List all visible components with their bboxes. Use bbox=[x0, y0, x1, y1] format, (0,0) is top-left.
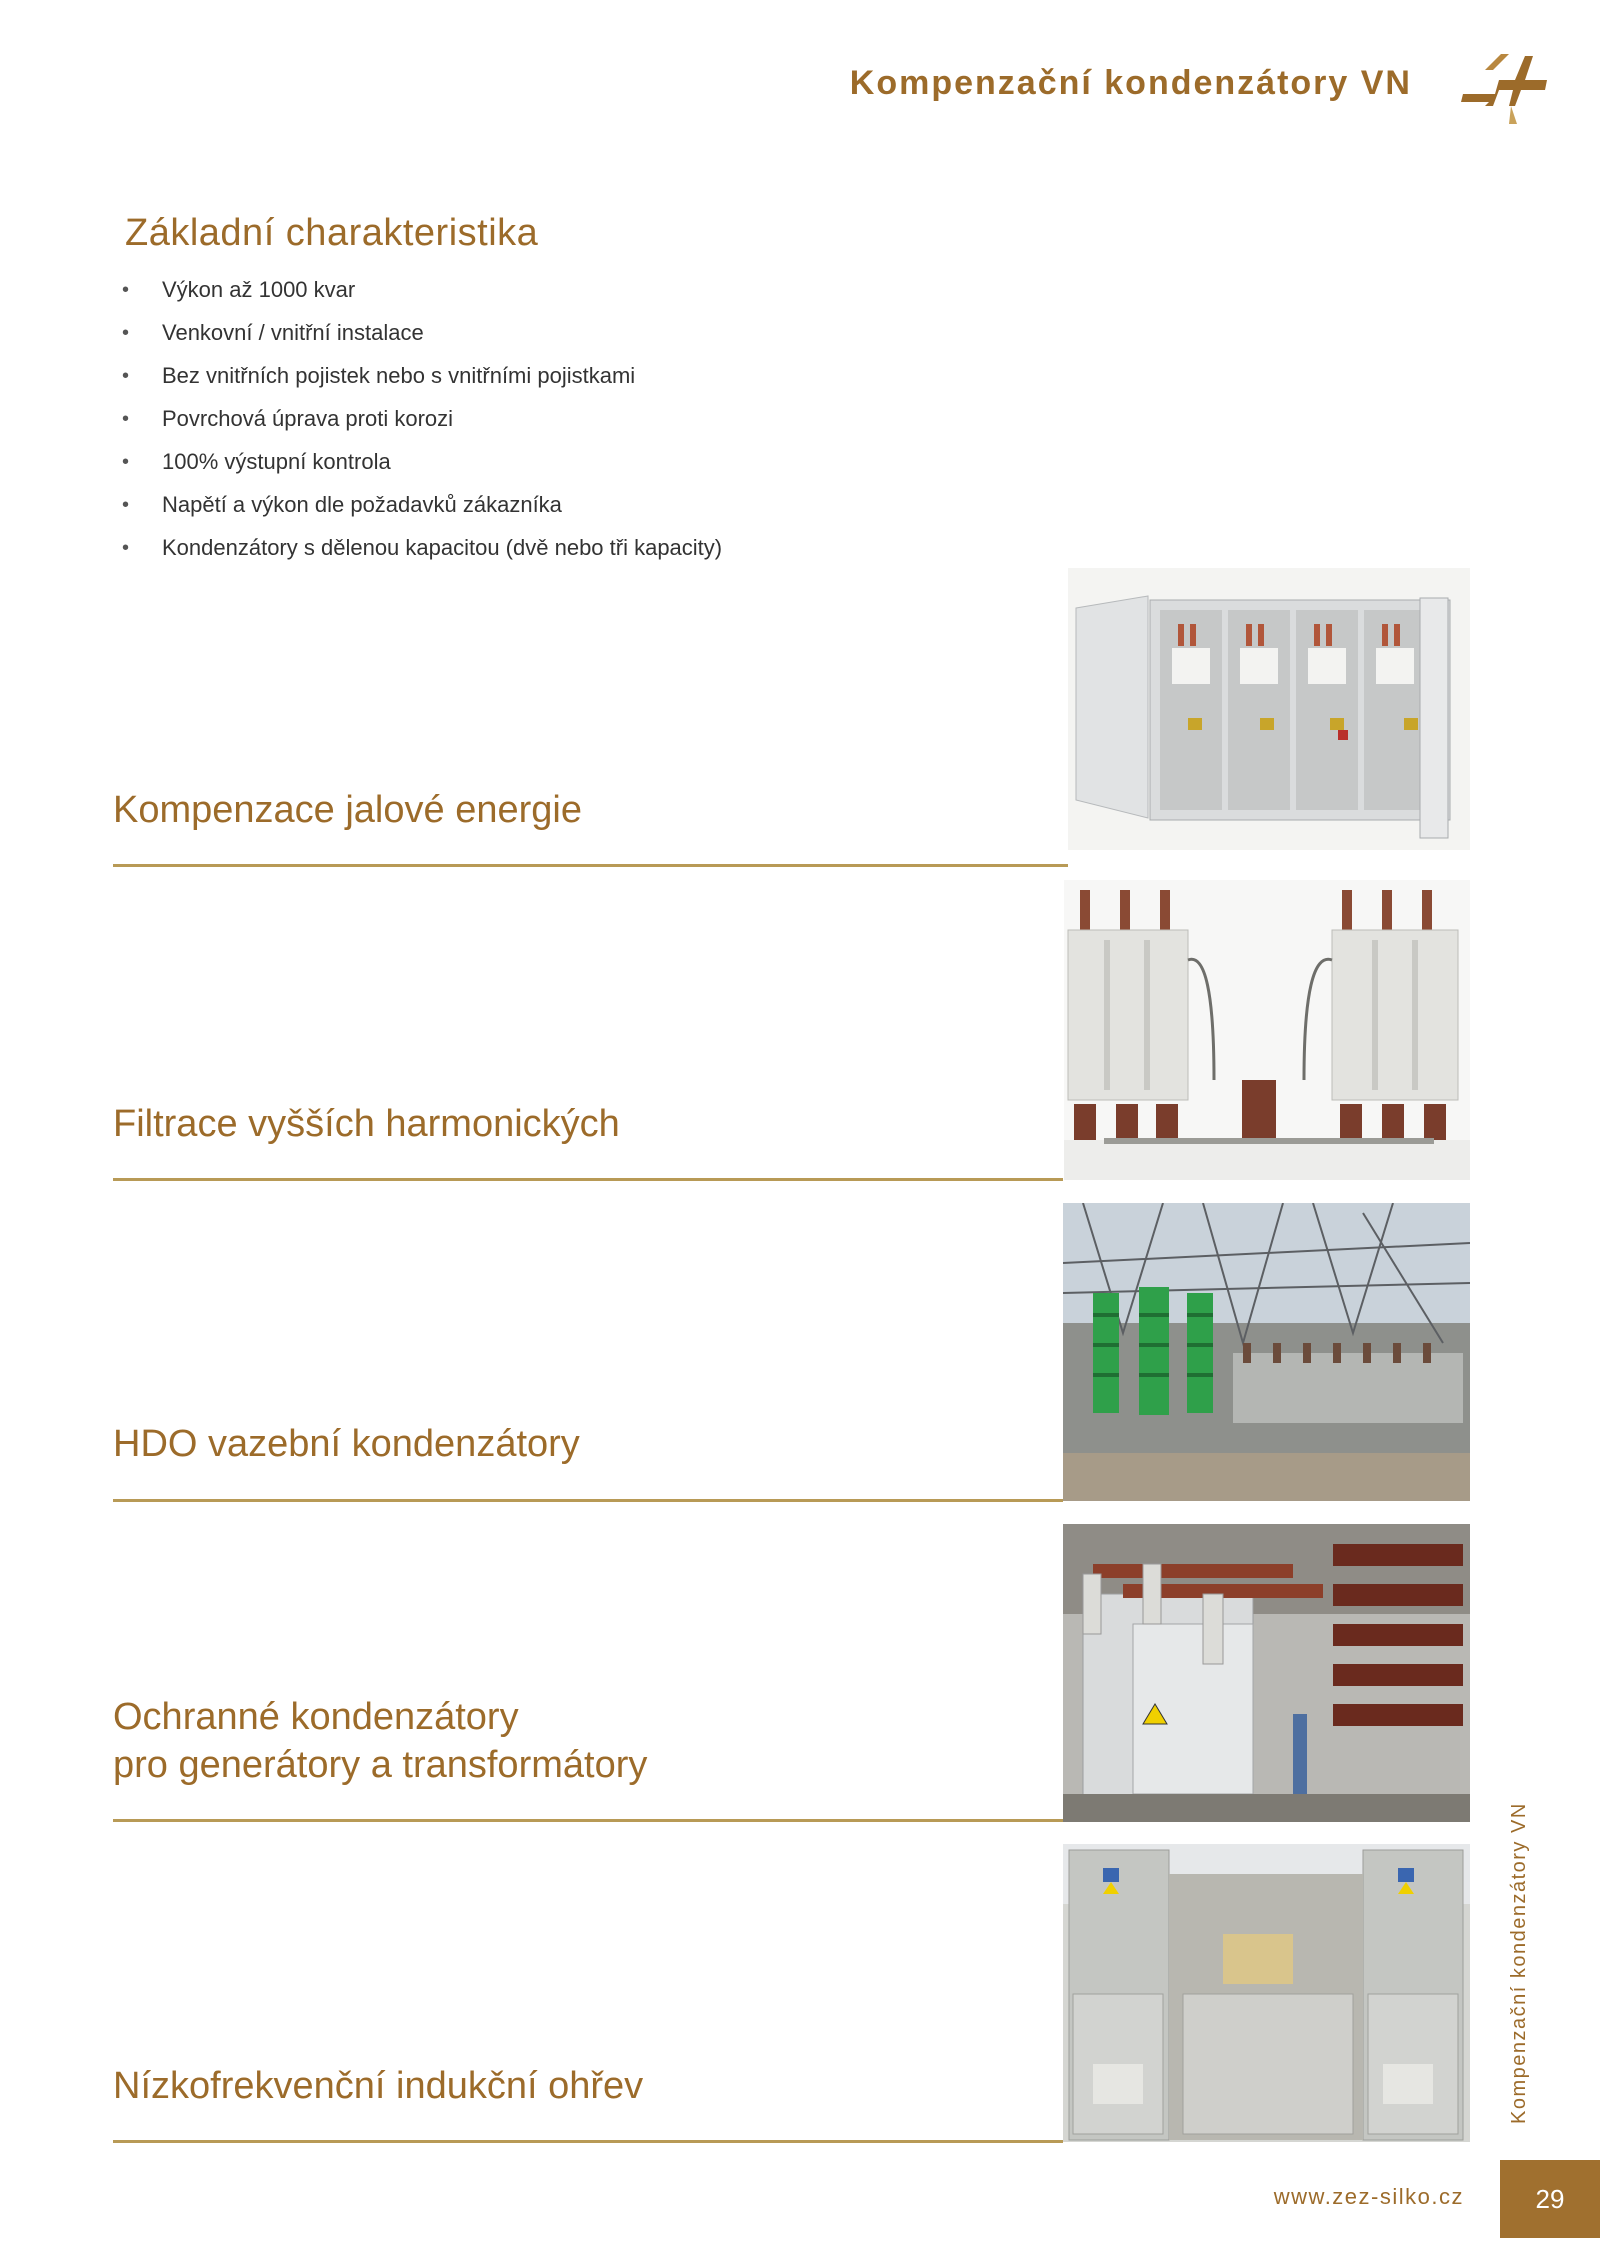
company-logo-icon bbox=[1455, 50, 1555, 130]
photo-induction-heating bbox=[1063, 1844, 1470, 2142]
bullet-icon: • bbox=[122, 365, 130, 387]
application-title-line1: Filtrace vyšších harmonických bbox=[113, 1103, 620, 1145]
footer-url-link[interactable]: www.zez-silko.cz bbox=[1273, 2184, 1464, 2209]
list-item bbox=[122, 442, 722, 485]
list-item-text: 100% výstupní kontrola bbox=[162, 449, 391, 474]
bullet-icon: • bbox=[122, 451, 130, 473]
section-divider bbox=[113, 1819, 1063, 1822]
section-divider bbox=[113, 2140, 1063, 2143]
list-item bbox=[122, 356, 722, 399]
bullet-icon: • bbox=[122, 279, 130, 301]
characteristics-list bbox=[122, 270, 722, 571]
application-title-line1: Kompenzace jalové energie bbox=[113, 789, 582, 831]
bullet-icon: • bbox=[122, 494, 130, 516]
side-label: Kompenzační kondenzátory VN bbox=[1508, 1802, 1530, 2124]
application-title-line1: HDO vazební kondenzátory bbox=[113, 1423, 580, 1465]
section-divider bbox=[113, 1499, 1063, 1502]
list-item bbox=[122, 485, 722, 528]
list-item bbox=[122, 399, 722, 442]
list-item-text: Povrchová úprava proti korozi bbox=[162, 406, 454, 431]
bullet-icon: • bbox=[122, 408, 130, 430]
application-title bbox=[113, 1420, 580, 1468]
section-divider bbox=[113, 864, 1068, 867]
list-item bbox=[122, 313, 722, 356]
bullet-icon: • bbox=[122, 537, 130, 559]
photo-harmonic-filter bbox=[1064, 880, 1470, 1180]
photo-substation-coupling bbox=[1063, 1203, 1470, 1501]
list-item-text: Napětí a výkon dle požadavků zákazníka bbox=[162, 492, 562, 517]
application-title-line2: pro generátory a transformátory bbox=[113, 1744, 648, 1786]
list-item-text: Kondenzátory s dělenou kapacitou (dvě nebo tři kapacity) bbox=[162, 535, 723, 560]
application-title-line1: Nízkofrekvenční indukční ohřev bbox=[113, 2065, 644, 2107]
characteristics-heading: Základní charakteristika bbox=[125, 212, 539, 254]
list-item bbox=[122, 528, 722, 571]
list-item bbox=[122, 270, 722, 313]
application-title-line1: Ochranné kondenzátory bbox=[113, 1696, 519, 1738]
section-divider bbox=[113, 1178, 1063, 1181]
application-title bbox=[113, 1693, 647, 1789]
page-number: 29 bbox=[1500, 2160, 1600, 2238]
page-header-title: Kompenzační kondenzátory VN bbox=[849, 64, 1412, 102]
list-item-text: Venkovní / vnitřní instalace bbox=[162, 320, 424, 345]
list-item-text: Výkon až 1000 kvar bbox=[162, 277, 356, 302]
bullet-icon: • bbox=[122, 322, 130, 344]
photo-capacitor-cabinets bbox=[1068, 568, 1470, 850]
application-title bbox=[113, 786, 582, 834]
application-title bbox=[113, 1100, 620, 1148]
list-item-text: Bez vnitřních pojistek nebo s vnitřními pojistkami bbox=[162, 363, 636, 388]
application-title bbox=[113, 2062, 643, 2110]
photo-protective-capacitors bbox=[1063, 1524, 1470, 1822]
